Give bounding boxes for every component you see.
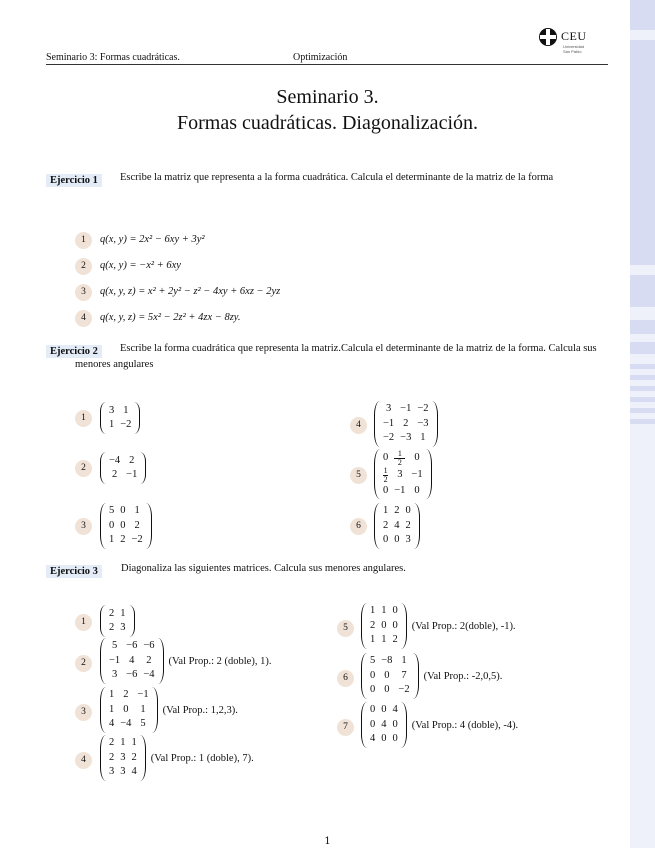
item-badge: 3 (75, 284, 92, 301)
item-badge: 3 (75, 518, 92, 535)
item-badge: 4 (75, 752, 92, 769)
matrix: 0 0 4 0 4 0 4 0 0 (Val Prop.: 4 (doble), -4). (361, 702, 518, 748)
side-decoration-block (630, 364, 655, 369)
matrix: 2 1 2 3 (100, 605, 135, 637)
eigenvalue-note: (Val Prop.: -2,0,5). (423, 670, 503, 682)
exercise-1-text: Escribe la matriz que representa a la forma cuadrática. Calcula el determinante de la matriz de la forma (120, 172, 554, 183)
matrix: 1 2 0 2 4 2 0 0 3 (374, 503, 420, 549)
page-title-line2: Formas cuadráticas. Diagonalización. (177, 112, 478, 134)
eigenvalue-note: (Val Prop.: 2 (doble), 1). (168, 655, 272, 667)
eigenvalue-note: (Val Prop.: 1 (doble), 7). (150, 752, 254, 764)
eigenvalue-note: (Val Prop.: 4 (doble), -4). (411, 719, 519, 731)
side-decoration-block (630, 320, 655, 334)
eigenvalue-note: (Val Prop.: 1,2,3). (162, 704, 238, 716)
item-badge: 6 (337, 670, 354, 687)
eigenvalue-note: (Val Prop.: 2(doble), -1). (411, 620, 516, 632)
side-decoration-block (630, 375, 655, 380)
side-decoration-block (630, 408, 655, 413)
logo-text: CEU (561, 29, 587, 43)
item-badge: 2 (75, 258, 92, 275)
header-left: Seminario 3: Formas cuadráticas. (46, 52, 180, 63)
item-badge: 1 (75, 410, 92, 427)
matrix: 3 1 1 −2 (100, 402, 140, 434)
formula: q(x, y) = 2x² − 6xy + 3y² (100, 234, 205, 245)
item-badge: 1 (75, 614, 92, 631)
matrix: 1 2 −1 1 0 1 4 −4 5 (Val Prop.: 1,2,3). (100, 687, 238, 733)
side-decoration-block (630, 419, 655, 424)
header-rule (46, 64, 608, 65)
item-badge: 7 (337, 719, 354, 736)
page-number: 1 (324, 836, 331, 847)
side-decoration-block (630, 342, 655, 354)
formula: q(x, y, z) = 5x² − 2z² + 4zx − 8zy. (100, 312, 241, 323)
matrix: 5 −6 −6 −1 4 2 3 −6 −4 (Val Prop.: 2 (doble), 1). (100, 638, 271, 684)
exercise-3-tag: Ejercicio 3 (46, 565, 102, 578)
item-badge: 3 (75, 704, 92, 721)
item-badge: 5 (350, 467, 367, 484)
page-title-line1: Seminario 3. (276, 86, 379, 108)
exercise-2-text: Escribe la forma cuadrática que representa la matriz.Calcula el determinante de la matriz de la forma. Calcula sus menores angulares (75, 343, 597, 370)
matrix: −4 2 2 −1 (100, 452, 146, 484)
formula: q(x, y, z) = x² + 2y² − z² − 4xy + 6xz − 2yz (100, 286, 281, 297)
item-badge: 1 (75, 232, 92, 249)
exercise-2-tag: Ejercicio 2 (46, 345, 102, 358)
matrix: 0 1 2 0 1 2 3 −1 0 −1 0 (374, 449, 432, 499)
formula: q(x, y) = −x² + 6xy (100, 260, 181, 271)
header-center: Optimización (293, 52, 348, 63)
side-decoration-block (630, 0, 655, 30)
matrix: 2 1 1 2 3 2 3 3 4 (Val Prop.: 1 (doble), 7). (100, 735, 254, 781)
side-decoration-block (630, 397, 655, 402)
item-badge: 2 (75, 655, 92, 672)
item-badge: 5 (337, 620, 354, 637)
item-badge: 4 (350, 417, 367, 434)
matrix: 5 −8 1 0 0 7 0 0 −2 (Val Prop.: -2,0,5). (361, 653, 502, 699)
item-badge: 4 (75, 310, 92, 327)
matrix: 1 1 0 2 0 0 1 1 2 (Val Prop.: 2(doble), -1). (361, 603, 516, 649)
matrix: 5 0 1 0 0 2 1 2 −2 (100, 503, 152, 549)
logo-subtitle: Universidad San Pablo (563, 44, 585, 54)
side-decoration-block (630, 386, 655, 391)
exercise-1-tag: Ejercicio 1 (46, 174, 102, 187)
side-decoration-block (630, 40, 655, 265)
matrix: 3 −1 −2 −1 2 −3 −2 −3 1 (374, 401, 438, 447)
side-decoration-block (630, 275, 655, 307)
item-badge: 2 (75, 460, 92, 477)
item-badge: 6 (350, 518, 367, 535)
exercise-3-text: Diagonaliza las siguientes matrices. Calcula sus menores angulares. (121, 563, 406, 574)
